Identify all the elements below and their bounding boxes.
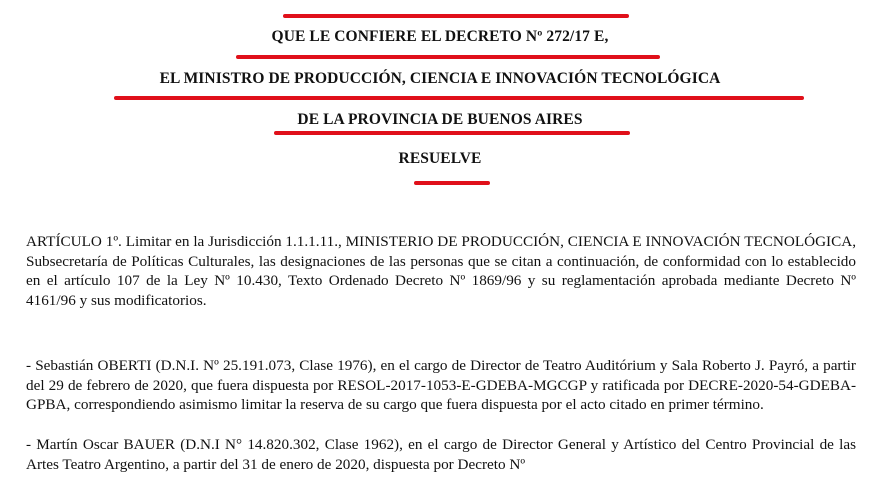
header-line-resuelve: RESUELVE — [398, 150, 482, 167]
article-1-paragraph: ARTÍCULO 1º. Limitar en la Jurisdicción 1.1.1.11., MINISTERIO DE PRODUCCIÓN, CIENCIA E INNOVACIÓN TECNOLÓGICA, Subsecretaría de Políticas Culturales, las designaciones de las personas que se citan a continuación, de conformidad con lo establecido en el artículo 107 de la Ley Nº 10.430, Texto Ordenado Decreto Nº 1869/96 y su reglamentación aprobada mediante Decreto Nº 4161/96 y sus modificatorios. — [26, 233, 856, 309]
header-underline-top — [283, 14, 629, 18]
header-line-provincia: DE LA PROVINCIA DE BUENOS AIRES — [297, 111, 583, 128]
header-line-decreto: QUE LE CONFIERE EL DECRETO Nº 272/17 E, — [271, 28, 609, 45]
header-underline-resuelve — [414, 181, 490, 185]
header-underline-provincia — [274, 131, 630, 135]
header-underline-ministro — [114, 96, 804, 100]
designation-item-bauer: - Martín Oscar BAUER (D.N.I N° 14.820.302, Clase 1962), en el cargo de Director General y Artístico del Centro Provincial de las Artes Teatro Argentino, a partir del 31 de enero de 2020, dispuesta por Decreto Nº — [26, 436, 856, 473]
header-line-ministro: EL MINISTRO DE PRODUCCIÓN, CIENCIA E INNOVACIÓN TECNOLÓGICA — [159, 70, 721, 87]
header-underline-decreto — [236, 55, 660, 59]
designation-item-oberti: - Sebastián OBERTI (D.N.I. Nº 25.191.073, Clase 1976), en el cargo de Director de Teatro Auditórium y Sala Roberto J. Payró, a partir del 29 de febrero de 2020, que fuera dispuesta por RESOL-2017-1053-E-GDEBA-MGCGP y ratificada por DECRE-2020-54-GDEBA-GPBA, correspondiendo asimismo limitar la reserva de su cargo que fuera dispuesta por el acto citado en primer término. — [26, 357, 856, 413]
